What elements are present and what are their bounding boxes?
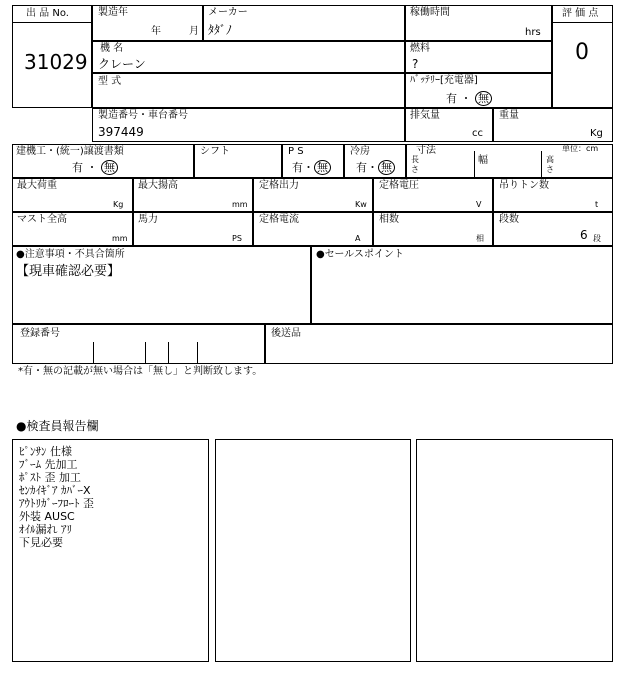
score-divider	[552, 22, 613, 23]
maker-value: ﾀﾀﾞﾉ	[208, 23, 233, 37]
inspector-line: ｾﾝｶｲｷﾞｱ ｶﾊﾞｰX	[19, 484, 91, 497]
reg-tick-3	[168, 342, 169, 364]
ps-options	[292, 160, 331, 175]
max-load-label: 最大荷重	[17, 180, 57, 191]
horsepower-label: 馬力	[138, 214, 158, 225]
aircon-no: 無	[378, 160, 395, 175]
month-unit: 月	[189, 26, 199, 37]
inspector-box-2	[215, 439, 411, 662]
reg-tick-4	[197, 342, 198, 364]
battery-no: 無	[475, 91, 492, 106]
reg-tick-2	[145, 342, 146, 364]
ps-yes: 有	[292, 161, 303, 174]
mast-height-label: マスト全高	[17, 214, 67, 225]
phase-unit: 相	[476, 234, 484, 243]
transfer-doc-yes: 有	[72, 161, 83, 174]
inspector-line: 下見必要	[19, 536, 63, 549]
rated-voltage-unit: V	[476, 200, 482, 209]
dims-divider-1	[474, 151, 475, 178]
hours-label: 稼働時間	[410, 7, 450, 18]
sales-label: ●セールスポイント	[316, 249, 404, 260]
stages-unit: 段	[593, 234, 601, 243]
length-label: 長 さ	[411, 155, 419, 174]
ps-dot: ・	[303, 161, 314, 174]
maker-label: メーカー	[208, 7, 248, 18]
aircon-yes: 有	[356, 161, 367, 174]
serial-value: 397449	[98, 125, 144, 139]
after-label: 後送品	[271, 328, 301, 339]
transfer-doc-options	[72, 160, 118, 175]
year-unit: 年	[151, 26, 161, 37]
transfer-doc-label: 建機工・(統一)譲渡書類	[16, 146, 124, 157]
model-value: クレーン	[98, 57, 146, 71]
stages-value: 6	[580, 228, 588, 242]
after-box	[265, 324, 613, 364]
aircon-label: 冷房	[350, 146, 370, 157]
registration-label: 登録番号	[20, 328, 60, 339]
rated-output-label: 定格出力	[259, 180, 299, 191]
transfer-doc-no: 無	[101, 160, 118, 175]
max-lift-label: 最大揚高	[138, 180, 178, 191]
fuel-value: ?	[412, 57, 419, 71]
width-label: 幅	[478, 155, 488, 166]
rated-current-label: 定格電流	[259, 214, 299, 225]
inspector-line: ﾌﾞｰﾑ 先加工	[19, 458, 78, 471]
inspector-line: ｵｲﾙ漏れ ｱﾘ	[19, 523, 72, 536]
lot-number-label: 出 品 No.	[26, 8, 69, 19]
inspector-line: ﾋﾟﾝｻﾝ 仕様	[19, 445, 72, 458]
horsepower-unit: PS	[232, 234, 242, 243]
inspector-box-3	[416, 439, 613, 662]
rated-output-unit: Kw	[355, 200, 367, 209]
inspector-line: 外装 AUSC	[19, 510, 75, 523]
type-cell	[92, 73, 405, 108]
fuel-label: 燃料	[410, 43, 430, 54]
dims-label: 寸法	[416, 145, 436, 156]
ps-label: P S	[288, 146, 304, 157]
rated-voltage-label: 定格電圧	[379, 180, 419, 191]
hoist-ton-label: 吊りトン数	[499, 180, 549, 191]
weight-label: 重量	[499, 110, 519, 121]
height-label: 高 さ	[546, 155, 554, 174]
model-label: 機 名	[100, 43, 124, 54]
lot-number-value: 31029	[24, 50, 88, 74]
aircon-options	[356, 160, 395, 175]
inspector-box-1	[12, 439, 209, 662]
max-load-unit: Kg	[113, 200, 124, 209]
mast-height-unit: mm	[112, 234, 128, 243]
score-label: 評 価 点	[562, 8, 599, 19]
caution-value: 【現車確認必要】	[16, 264, 121, 279]
stages-label: 段数	[499, 214, 519, 225]
reg-tick-1	[93, 342, 94, 364]
type-label: 型 式	[98, 76, 122, 87]
max-lift-unit: mm	[232, 200, 248, 209]
ps-no: 無	[314, 160, 331, 175]
hours-unit: hrs	[525, 27, 541, 38]
score-value: 0	[575, 40, 589, 65]
battery-yes: 有	[446, 92, 457, 105]
phase-label: 相数	[379, 214, 399, 225]
transfer-doc-dot: ・	[86, 161, 98, 174]
year-label: 製造年	[98, 7, 128, 18]
hoist-ton-unit: t	[595, 200, 599, 209]
dims-unit-note: 単位：cm	[562, 144, 599, 153]
caution-label: ●注意事項・不具合箇所	[16, 249, 125, 260]
weight-unit: Kg	[590, 128, 603, 139]
serial-label: 製造番号・車台番号	[98, 110, 188, 121]
inspector-line: ｱｳﾄﾘｶﾞｰﾌﾛｰﾄ 歪	[19, 497, 94, 510]
displacement-unit: cc	[472, 128, 483, 139]
footnote: *有・無の記載が無い場合は「無し」と判断致します。	[18, 366, 263, 377]
displacement-label: 排気量	[410, 110, 440, 121]
battery-dot: ・	[460, 92, 472, 105]
lot-divider	[12, 22, 92, 23]
battery-label: ﾊﾞｯﾃﾘｰ[充電器]	[410, 75, 478, 86]
dims-divider-2	[541, 151, 542, 178]
battery-options	[446, 91, 492, 106]
aircon-dot: ・	[367, 161, 378, 174]
rated-current-unit: A	[355, 234, 361, 243]
shift-label: シフト	[200, 146, 230, 157]
inspector-title: ●検査員報告欄	[16, 419, 99, 433]
inspector-line: ﾎﾟｽﾄ 歪 加工	[19, 471, 81, 484]
